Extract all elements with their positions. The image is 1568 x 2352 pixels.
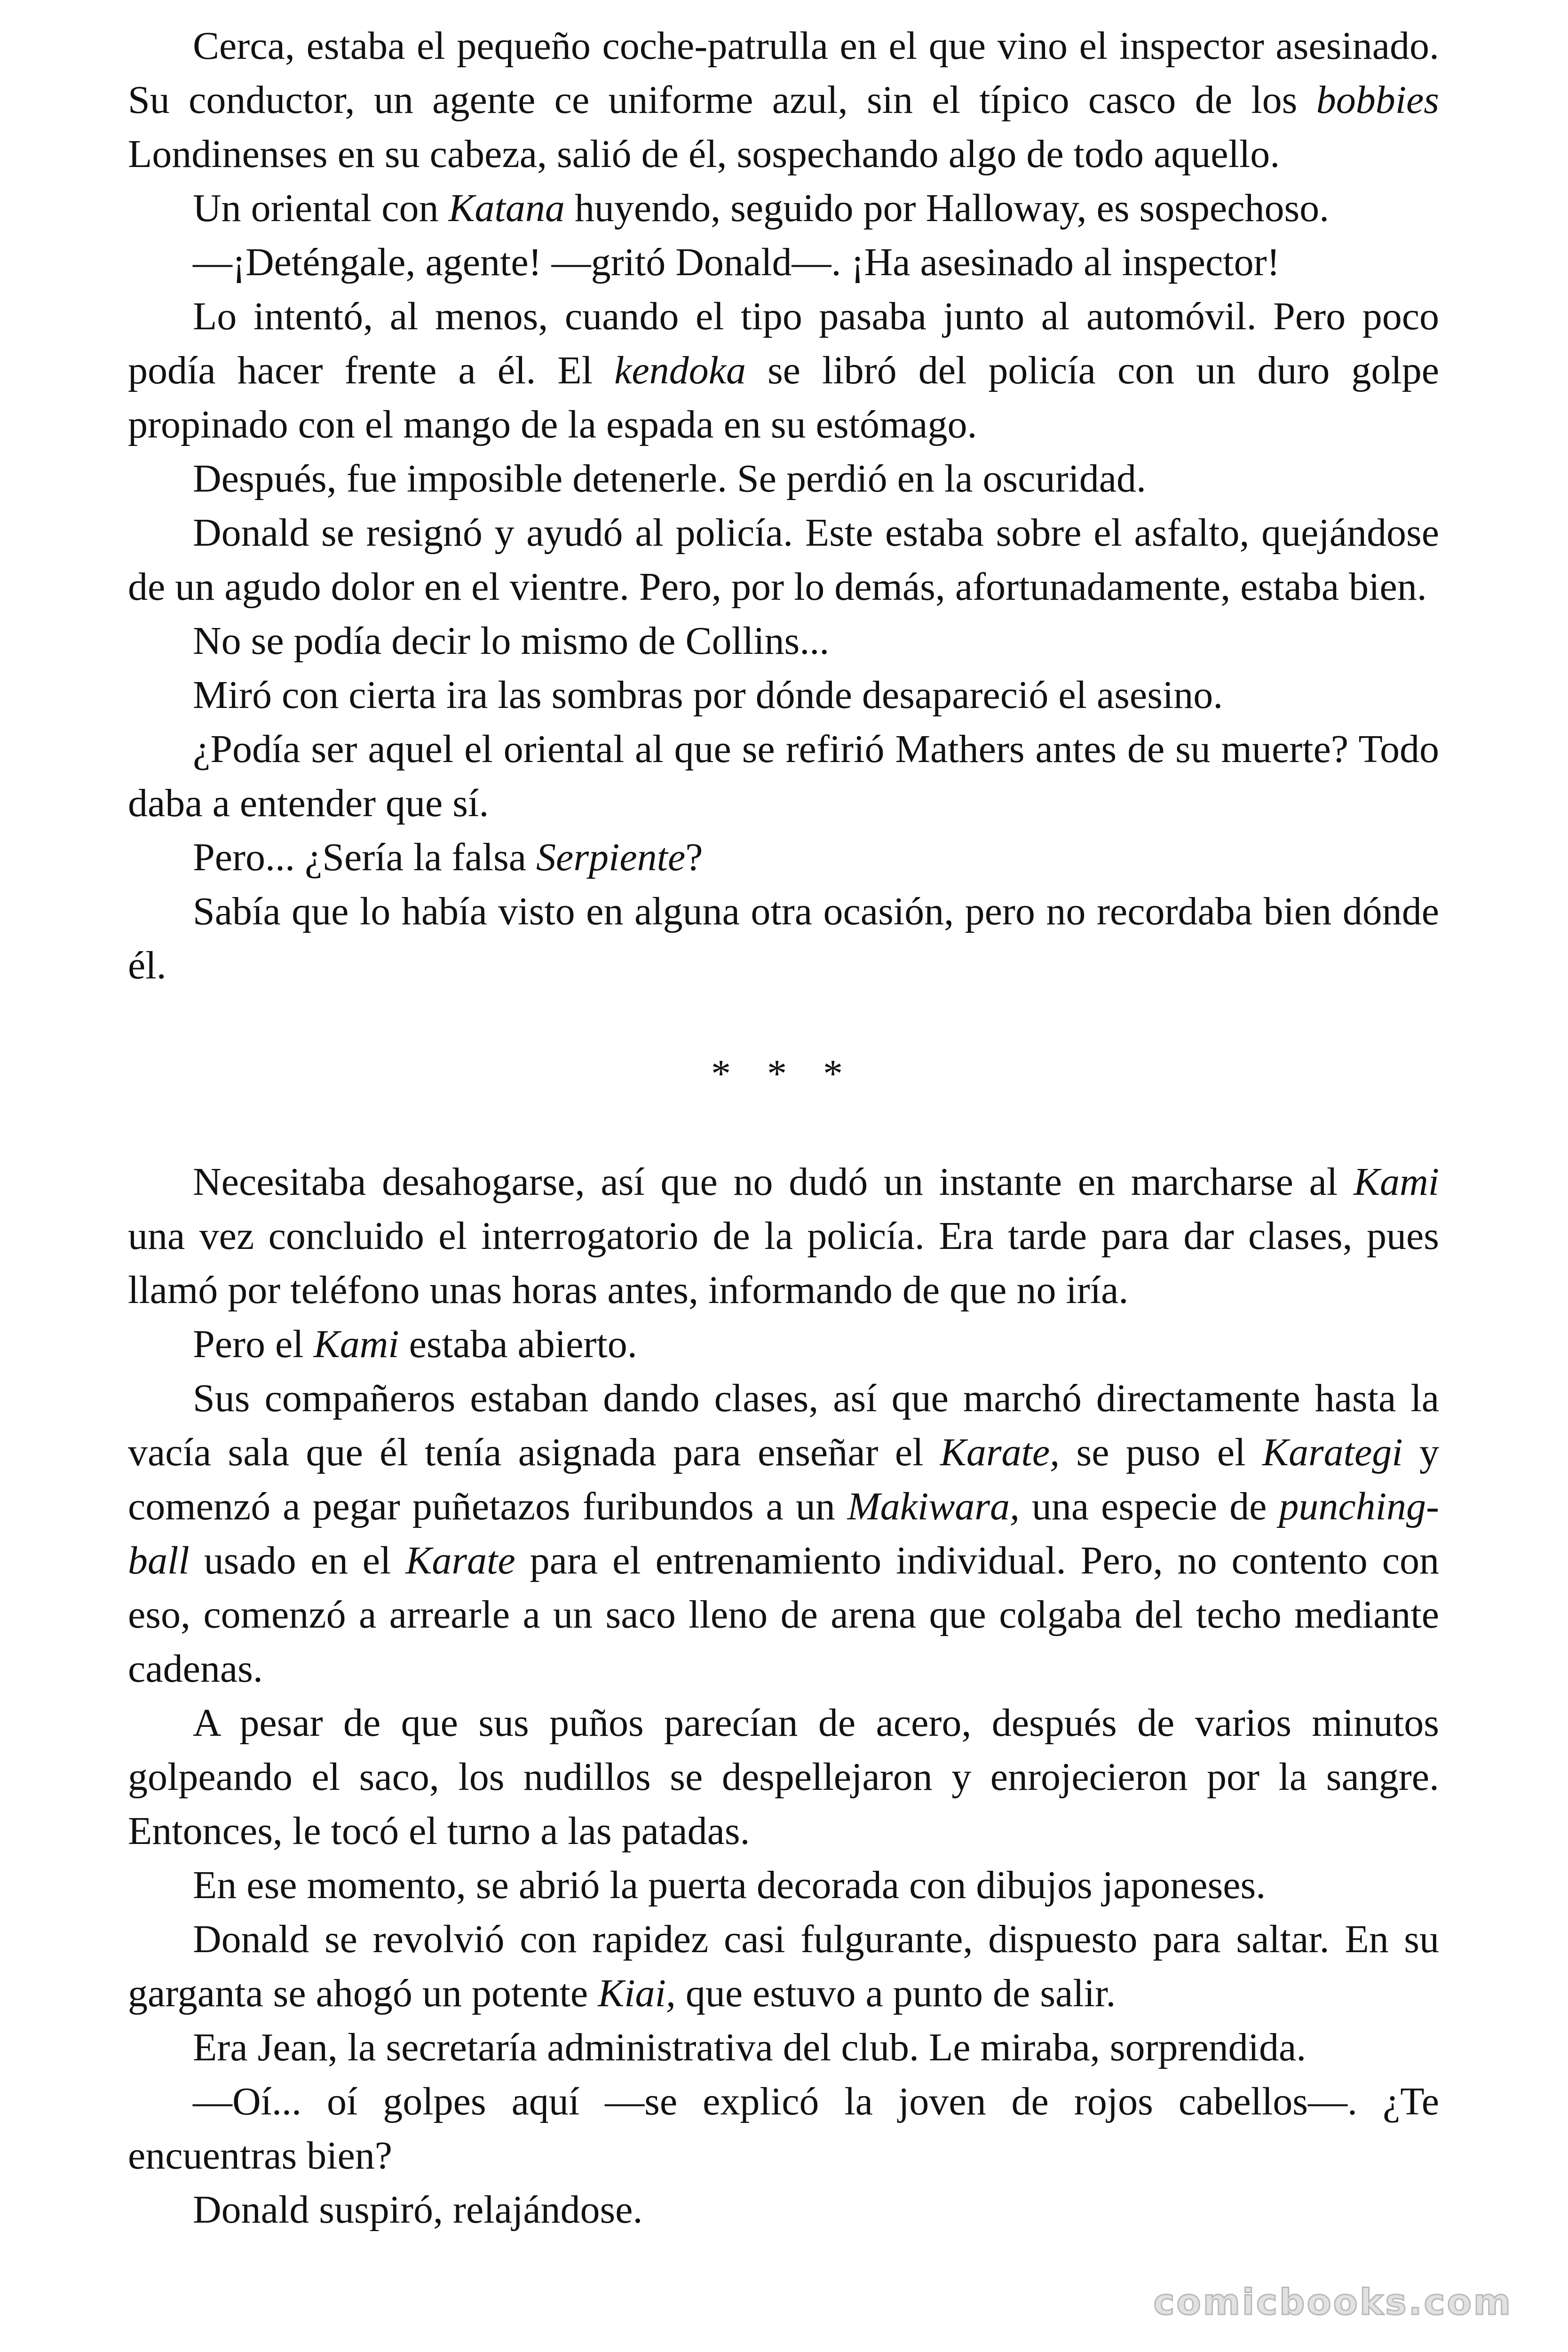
italic-text-run: Kiai, (598, 1971, 676, 2015)
text-run: Pero... ¿Sería la falsa (193, 835, 537, 879)
paragraph (128, 19, 1439, 181)
text-run: para el entrenamiento individual. Pero, no contento con eso, comenzó a arrearle a un saco lleno de arena que colgaba del techo mediante cadenas. (128, 1539, 1439, 1691)
text-run: Después, fue imposible detenerle. Se perdió en la oscuridad. (193, 457, 1147, 501)
italic-text-run: Kami (313, 1322, 399, 1366)
paragraph (128, 1696, 1439, 1858)
paragraph (128, 614, 1439, 668)
paragraph (128, 235, 1439, 289)
paragraph (128, 289, 1439, 452)
text-run: ¿Podía ser aquel el oriental al que se refirió Mathers antes de su muerte? Todo daba a entender que sí. (128, 727, 1439, 825)
text-run: Sabía que lo había visto en alguna otra ocasión, pero no recordaba bien dónde él. (128, 890, 1439, 987)
italic-text-run: Karate, (940, 1430, 1060, 1474)
text-run: Pero el (193, 1322, 314, 1366)
italic-text-run: bobbies (1316, 78, 1439, 122)
paragraph (128, 1371, 1439, 1696)
text-column (128, 19, 1439, 2237)
italic-text-run: Serpiente (536, 835, 686, 879)
text-run: que estuvo a punto de salir. (675, 1971, 1116, 2015)
paragraph (128, 884, 1439, 993)
text-run: usado en el (189, 1539, 406, 1582)
text-run: Cerca, estaba el pequeño coche-patrulla en el que vino el inspector asesinado. Su conductor, un agente ce uniforme azul, sin el típico casco de los (128, 24, 1439, 122)
text-run: Un oriental con (193, 186, 449, 230)
italic-text-run: punching-ball (128, 1485, 1439, 1582)
paragraph (128, 722, 1439, 830)
text-run: Londinenses en su cabeza, salió de él, sospechando algo de todo aquello. (128, 132, 1280, 176)
text-run: Lo intentó, al menos, cuando el tipo pasaba junto al automóvil. Pero poco podía hacer frente a él. El (128, 294, 1439, 392)
watermark-logo: comicbooks.com (1153, 2281, 1513, 2323)
text-run: Donald se revolvió con rapidez casi fulgurante, dispuesto para saltar. En su garganta se ahogó un potente (128, 1917, 1439, 2015)
text-run: huyendo, seguido por Halloway, es sospechoso. (564, 186, 1330, 230)
section-part-2 (128, 1155, 1439, 2237)
italic-text-run: Katana (448, 186, 565, 230)
paragraph (128, 1155, 1439, 1317)
text-run: Donald suspiró, relajándose. (193, 2188, 643, 2232)
italic-text-run: kendoka (614, 349, 746, 392)
text-run: una vez concluido el interrogatorio de la policía. Era tarde para dar clases, pues llamó por teléfono unas horas antes, informando de que no iría. (128, 1214, 1439, 1312)
paragraph (128, 1858, 1439, 1912)
paragraph (128, 668, 1439, 722)
scene-break-separator: * * * (711, 1052, 856, 1096)
text-run: Miró con cierta ira las sombras por dónde desapareció el asesino. (193, 673, 1223, 717)
paragraph (128, 2020, 1439, 2074)
text-run: se libró del policía con un duro golpe propinado con el mango de la espada en su estómago. (128, 349, 1439, 446)
paragraph (128, 2074, 1439, 2183)
text-run: se puso el (1060, 1430, 1262, 1474)
italic-text-run: Kami (1353, 1160, 1439, 1204)
text-run: estaba abierto. (399, 1322, 637, 1366)
text-run: Donald se resignó y ayudó al policía. Este estaba sobre el asfalto, quejándose de un agudo dolor en el vientre. Pero, por lo demás, afortunadamente, estaba bien. (128, 511, 1439, 609)
italic-text-run: Makiwara, (847, 1485, 1020, 1528)
paragraph (128, 830, 1439, 884)
text-run: —¡Deténgale, agente! —gritó Donald—. ¡Ha asesinado al inspector! (193, 240, 1280, 284)
italic-text-run: Karate (405, 1539, 515, 1582)
italic-text-run: Karategi (1262, 1430, 1403, 1474)
paragraph (128, 1317, 1439, 1371)
text-run: y comenzó a pegar puñetazos furibundos a un (128, 1430, 1439, 1528)
section-part-1 (128, 19, 1439, 993)
paragraph (128, 2183, 1439, 2237)
text-run: una especie de (1019, 1485, 1279, 1528)
text-run: Necesitaba desahogarse, así que no dudó un instante en marcharse al (193, 1160, 1354, 1204)
text-run: A pesar de que sus puños parecían de acero, después de varios minutos golpeando el saco, los nudillos se despellejaron y enrojecieron por la sangre. Entonces, le tocó el turno a las patadas. (128, 1701, 1439, 1853)
text-run: —Oí... oí golpes aquí —se explicó la joven de rojos cabellos—. ¿Te encuentras bien? (128, 2080, 1439, 2177)
text-run: No se podía decir lo mismo de Collins... (193, 619, 830, 663)
text-run: ? (685, 835, 703, 879)
paragraph (128, 506, 1439, 614)
paragraph (128, 452, 1439, 506)
text-run: En ese momento, se abrió la puerta decorada con dibujos japoneses. (193, 1863, 1266, 1907)
text-run: Era Jean, la secretaría administrativa del club. Le miraba, sorprendida. (193, 2026, 1307, 2069)
text-run: Sus compañeros estaban dando clases, así que marchó directamente hasta la vacía sala que él tenía asignada para enseñar el (128, 1376, 1439, 1474)
paragraph (128, 181, 1439, 235)
paragraph (128, 1912, 1439, 2020)
